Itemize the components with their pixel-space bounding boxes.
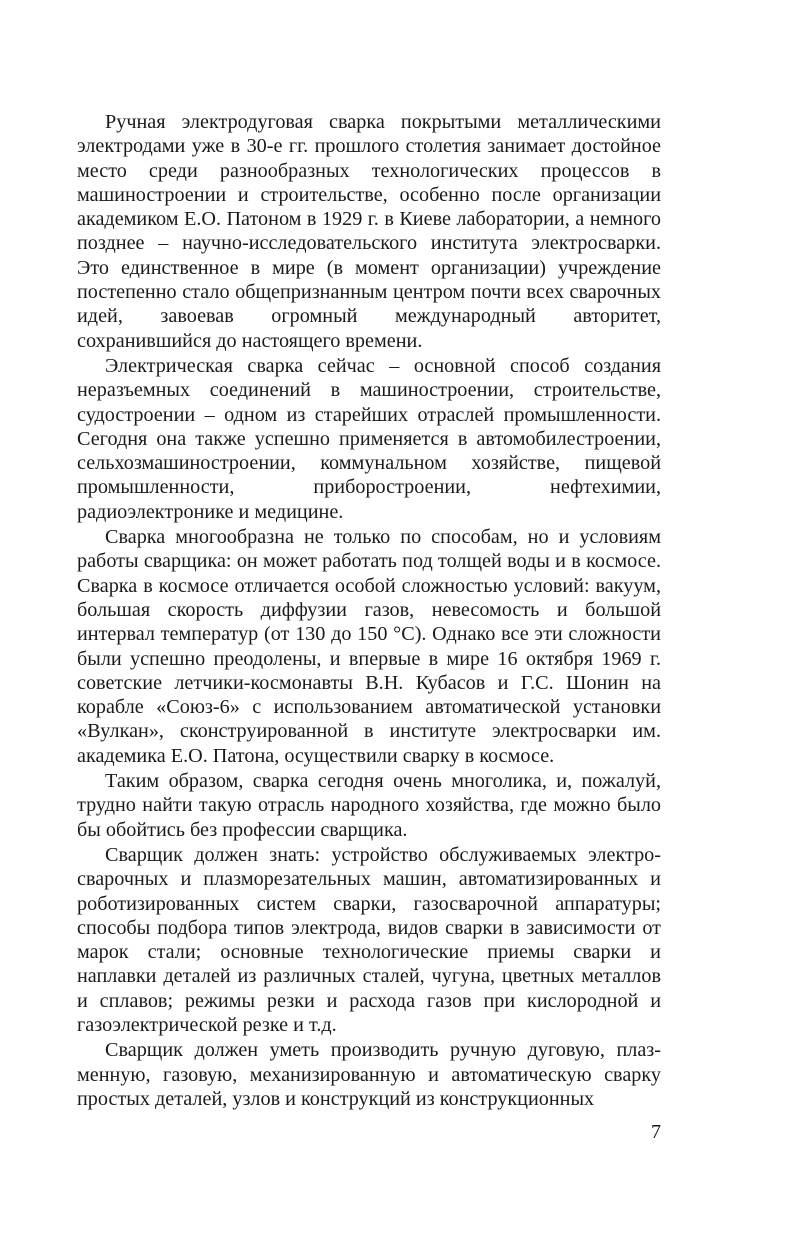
paragraph-4: Таким образом, сварка сегодня очень многолика, и, пожалуй, трудно найти такую отрасль народного хозяйства, где можно было бы обойтись без профессии сварщика. xyxy=(77,770,661,841)
paragraph-6: Сварщик должен уметь производить ручную дуговую, плазменную, газовую, механизированную и автоматическую сварку простых деталей, узлов и конструкций из конструкционных xyxy=(77,1039,661,1110)
paragraph-2: Электрическая сварка сейчас – основной способ создания неразъемных соединений в машиностроении, строительстве, судостроении – одном из старейших отраслей промышленности. Сегодня она также успешно применяется в автомобилестроении, сельхозмашиностроении, коммунальном хозяйстве, пищевой промышленности, приборостроении, нефтехимии, радиоэлектронике и медицине. xyxy=(77,354,661,523)
page-number: 7 xyxy=(651,1121,661,1143)
body-text xyxy=(77,110,661,1112)
paragraph-5: Сварщик должен знать: устройство обслуживаемых электросварочных и плазморезательных машин, автоматизированных и роботизированных систем сварки, газосварочной аппаратуры; способы подбора типов электрода, видов сварки в зависимости от марок стали; основные технологические приемы сварки и наплавки деталей из различных сталей, чугуна, цветных металлов и сплавов; режимы резки и расхода газов при кислородной и газоэлектрической резке и т.д. xyxy=(77,843,661,1036)
paragraph-1: Ручная электродуговая сварка покрытыми металлическими электродами уже в 30-е гг. прошлого столетия занимает достойное место среди разнообразных технологических процессов в машиностроении и строительстве, особенно после организации академиком Е.О. Патоном в 1929 г. в Киеве лаборатории, а немного позднее – научно-исследовательского института электросварки. Это единственное в мире (в момент организации) учреждение постепенно стало общепризнанным центром почти всех сварочных идей, завоевав огромный международный авторитет, сохранившийся до настоящего времени. xyxy=(77,111,661,352)
paragraph-3: Сварка многообразна не только по способам, но и условиям работы сварщика: он может работать под толщей воды и в космосе. Сварка в космосе отличается особой сложностью условий: вакуум, большая скорость диффузии газов, невесомость и большой интервал температур (от 130 до 150 °С). Однако все эти сложности были успешно преодолены, и впервые в мире 16 октября 1969 г. советские летчики-космонавты В.Н. Кубасов и Г.С. Шонин на корабле «Союз-6» с использованием автоматической установки «Вулкан», сконструированной в институте электросварки им. академика Е.О. Патона, осуществили сварку в космосе. xyxy=(77,526,661,767)
